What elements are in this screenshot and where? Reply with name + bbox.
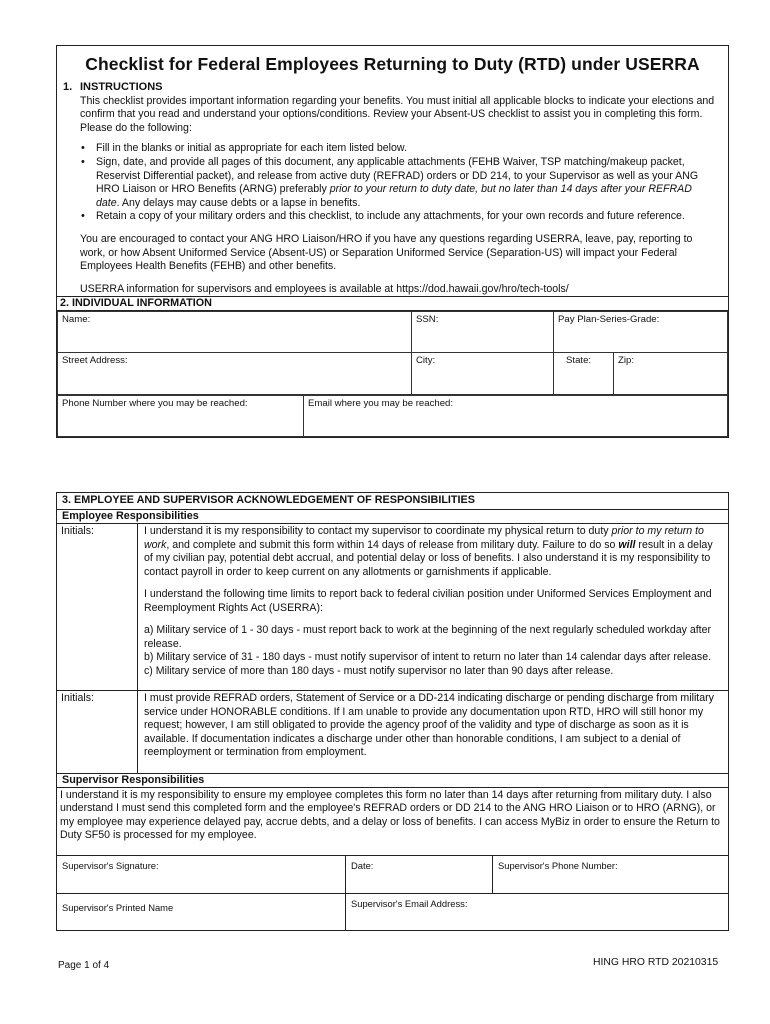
time-limits-intro: I understand the following time limits to report back to federal civilian position under Uniformed Services Employment and Reemployment Rights Act (USERRA):: [144, 588, 712, 614]
street-label: Street Address:: [62, 355, 128, 367]
instruction-emphasis: prior to your return to duty date, but no later than 14 days after your REFRAD date: [96, 183, 692, 209]
page-title: Checklist for Federal Employees Returning to Duty (RTD) under USERRA: [85, 54, 700, 74]
text-run: result in a delay of my civilian pay, potential debt accrual, and potential delay or loss of benefits. I also understand it is my responsibility to contact payroll in order to keep current on any allotments or garnishments if applicable.: [144, 538, 713, 578]
street-address-field[interactable]: [58, 353, 412, 395]
section-title: INSTRUCTIONS: [80, 81, 163, 93]
initials-field[interactable]: [57, 691, 138, 773]
instruction-item: [80, 156, 718, 210]
acknowledgement-frame: [56, 492, 729, 931]
phone-field[interactable]: [58, 396, 304, 437]
supervisor-phone-field[interactable]: [493, 856, 728, 893]
phone-label: Phone Number where you may be reached:: [62, 398, 248, 410]
supervisor-printed-name-label: Supervisor's Printed Name: [62, 901, 174, 913]
supervisor-signature-label: Supervisor's Signature:: [62, 859, 159, 871]
supervisor-responsibilities-heading: Supervisor Responsibilities: [57, 774, 728, 788]
city-label: City:: [416, 355, 436, 367]
instruction-item: • Fill in the blanks or initial as appropriate for each item listed below.: [80, 142, 718, 156]
supervisor-email-field[interactable]: [346, 894, 728, 930]
pay-plan-label: Pay Plan-Series-Grade:: [558, 314, 660, 326]
contact-info-table: [57, 395, 728, 437]
employee-responsibility-1: [57, 524, 728, 691]
date-label: Date:: [351, 859, 374, 871]
supervisor-phone-label: Supervisor's Phone Number:: [498, 859, 618, 871]
email-field[interactable]: [304, 396, 728, 437]
ssn-label: SSN:: [416, 314, 439, 326]
individual-info-table: [57, 311, 728, 395]
time-limit-item: a) Military service of 1 - 30 days - must report back to work at the beginning of the next regularly scheduled workday after release.: [144, 624, 712, 650]
time-limits-list: [144, 624, 724, 688]
acknowledgement-heading: 3. EMPLOYEE AND SUPERVISOR ACKNOWLEDGEMENT OF RESPONSIBILITIES: [57, 493, 728, 510]
zip-label: Zip:: [618, 355, 634, 367]
initials-label: Initials:: [61, 692, 94, 704]
supervisor-responsibility-text: I understand it is my responsibility to ensure my employee completes this form no later than 14 days after returning from military duty. I also understand I must send this completed form and the employee's REFRAD orders or DD 214 to the ANG HRO Liaison or to HRO (ARNG), or my employee may experience delayed pay, accrue debts, and a delay or loss of benefits. I can access MyBiz in order to ensure the Return to Duty SF50 is processed for my employee.: [57, 788, 728, 856]
contact-paragraph: You are encouraged to contact your ANG HRO Liaison/HRO if you have any questions regarding USERRA, leave, pay, reporting to work, or how Absent Uniformed Service (Absent-US) or Separation Uniformed Service (Separation-US) will impact your Federal Employees Health Benefits (FEHB) and other benefits.: [80, 232, 693, 273]
text-run: , and complete and submit this form within 14 days of release from military duty. Failure to do so: [166, 538, 619, 551]
responsibility-text: [138, 524, 728, 690]
email-label: Email where you may be reached:: [308, 398, 454, 410]
zip-field[interactable]: [614, 353, 728, 395]
date-field[interactable]: [346, 856, 493, 893]
initials-label: Initials:: [61, 525, 94, 537]
supervisor-email-label: Supervisor's Email Address:: [351, 897, 468, 909]
employee-responsibilities-heading: Employee Responsibilities: [57, 510, 728, 524]
form-id: HING HRO RTD 20210315: [593, 957, 719, 968]
state-field[interactable]: [554, 353, 614, 395]
name-label: Name:: [62, 314, 91, 326]
supervisor-signature-row: [57, 856, 728, 894]
instructions-heading: [63, 81, 718, 95]
time-limit-item: b) Military service of 31 - 180 days - must notify supervisor of intent to return no later than 14 calendar days after release.: [144, 651, 712, 663]
responsibility-paragraph: [144, 525, 724, 579]
instructions-list: [63, 142, 718, 224]
userra-info: USERRA information for supervisors and employees is available at https://dod.hawaii.gov/hro/tech-tools/: [80, 282, 569, 295]
state-label: State:: [566, 355, 592, 367]
supervisor-name-row: [57, 894, 728, 930]
instruction-item: • Retain a copy of your military orders and this checklist, to include any attachments, for your own records and future reference.: [80, 210, 718, 224]
instruction-text: . Any delays may cause debts or a lapse in benefits.: [116, 196, 361, 209]
individual-info-heading: 2. INDIVIDUAL INFORMATION: [57, 296, 728, 311]
text-run: I understand it is my responsibility to contact my supervisor to coordinate my physical return to duty: [144, 525, 612, 537]
section-number: 1.: [63, 81, 73, 93]
pay-plan-field[interactable]: [554, 312, 728, 353]
ssn-field[interactable]: [412, 312, 554, 353]
text-emphasis: prior to my return to work: [144, 525, 704, 551]
instructions-intro: This checklist provides important information regarding your benefits. You must initial all applicable blocks to indicate your elections and confirm that you read and understand your options/conditions. Review your Absent-US checklist to assist you in completing this form. Please do the following:: [80, 94, 715, 134]
supervisor-printed-name-field[interactable]: [57, 894, 346, 930]
time-limit-item: c) Military service of more than 180 days - must notify supervisor no later than 90 days after release.: [144, 664, 614, 677]
instructions-section: [57, 81, 728, 296]
initials-field[interactable]: [57, 524, 138, 690]
responsibility-text: I must provide REFRAD orders, Statement of Service or a DD-214 indicating discharge or pending discharge from military service under HONORABLE conditions. If I am unable to provide any documentation upon RTD, HRO will still honor my request; however, I am still obligated to provide the agency proof of the validity and type of discharge as soon as it is available. If documentation indicates a discharge under other than honorable conditions, I am subject to a denial of reemployment or termination from employment.: [144, 692, 714, 758]
page-number: Page 1 of 4: [58, 960, 110, 971]
text-strong: will: [618, 538, 636, 551]
instruction-text: Sign, date, and provide all pages of this document, any applicable attachments (FEHB Waiver, TSP matching/makeup packet, Reservist Differential packet), and release from active duty (REFRAD) orders or DD 214, to your Supervisor as well as your ANG HRO Liaison or HRO Benefits (ARNG) preferably: [96, 155, 699, 196]
city-field[interactable]: [412, 353, 554, 395]
name-field[interactable]: [58, 312, 412, 353]
supervisor-signature-field[interactable]: [57, 856, 346, 893]
employee-responsibility-2: [57, 691, 728, 774]
page-1-frame: [56, 45, 729, 438]
